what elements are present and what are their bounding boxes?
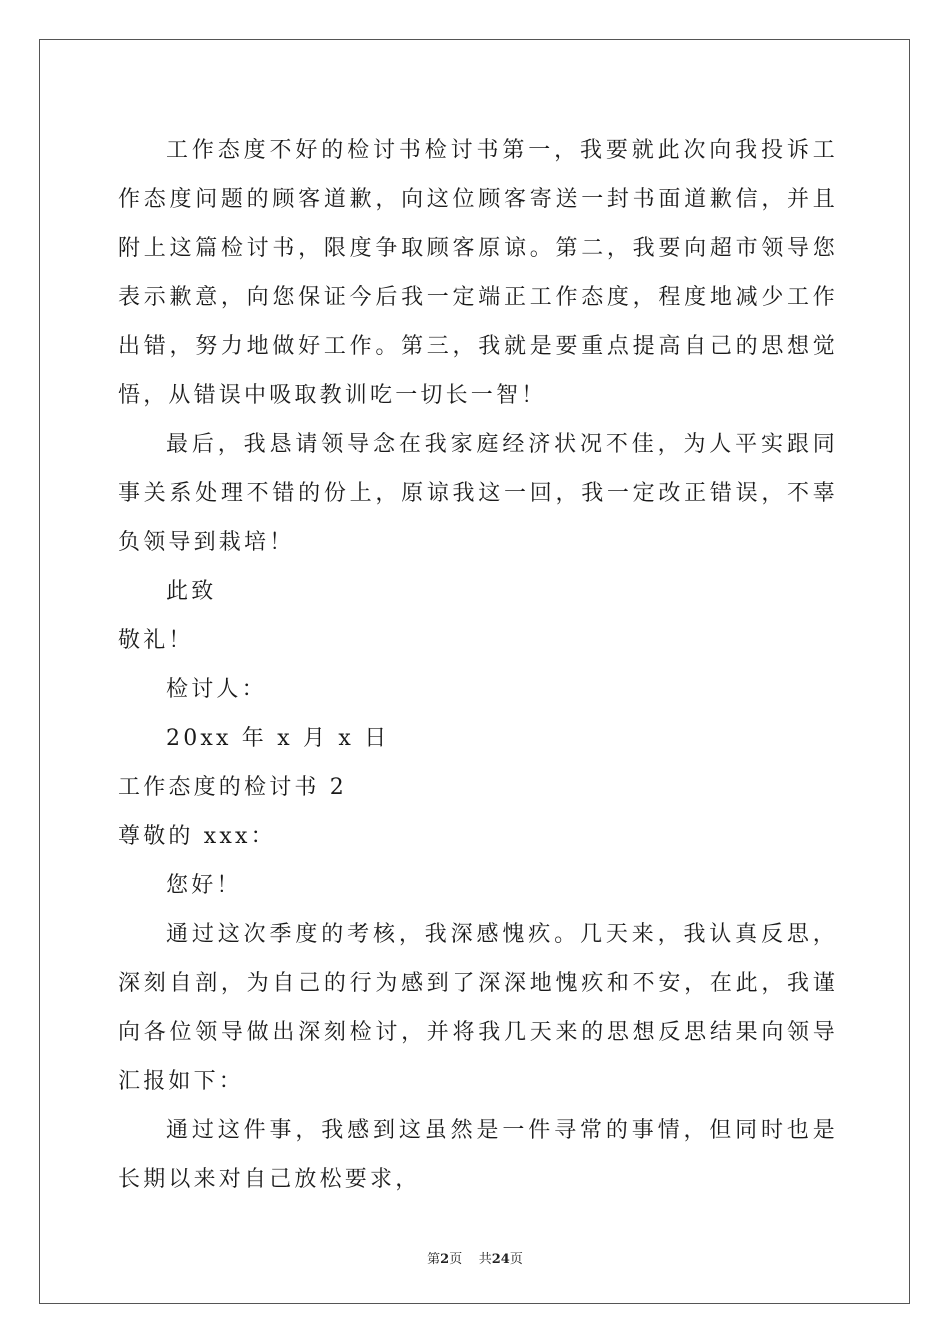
page-footer bbox=[0, 1248, 950, 1267]
footer-page-suffix: 页 bbox=[449, 1252, 463, 1267]
section-title: 工作态度的检讨书 2 bbox=[118, 775, 347, 800]
addressee: 尊敬的 xxx： bbox=[118, 824, 276, 849]
date-line: 20xx 年 x 月 x 日 bbox=[166, 726, 390, 751]
paragraph-2: 最后，我恳请领导念在我家庭经济状况不佳，为人平实跟同事关系处理不错的份上，原谅我这一回，我一定改正错误，不辜负领导到栽培！ bbox=[118, 432, 838, 555]
footer-total-suffix: 页 bbox=[509, 1252, 523, 1267]
footer-page-prefix: 第 bbox=[427, 1252, 441, 1267]
salutation-jingli: 敬礼！ bbox=[118, 628, 194, 653]
paragraph-3: 通过这次季度的考核，我深感愧疚。几天来，我认真反思，深刻自剖，为自己的行为感到了深深地愧疚和不安，在此，我谨向各位领导做出深刻检讨，并将我几天来的思想反思结果向领导汇报如下： bbox=[118, 922, 838, 1094]
greeting: 您好！ bbox=[166, 873, 242, 898]
footer-total-pages: 24 bbox=[491, 1252, 510, 1267]
salutation-cizhi: 此致 bbox=[166, 579, 217, 604]
paragraph-1: 工作态度不好的检讨书检讨书第一，我要就此次向我投诉工作态度问题的顾客道歉，向这位顾客寄送一封书面道歉信，并且附上这篇检讨书，限度争取顾客原谅。第二，我要向超市领导您表示歉意，向您保证今后我一定端正工作态度，程度地减少工作出错，努力地做好工作。第三，我就是要重点提高自己的思想觉悟，从错误中吸取教训吃一切长一智！ bbox=[118, 138, 838, 408]
paragraph-4: 通过这件事，我感到这虽然是一件寻常的事情，但同时也是长期以来对自己放松要求， bbox=[118, 1118, 838, 1192]
document-body bbox=[118, 126, 838, 1204]
footer-page-number: 2 bbox=[440, 1252, 450, 1267]
signature-label: 检讨人： bbox=[166, 677, 267, 702]
footer-total-prefix: 共 bbox=[478, 1252, 492, 1267]
